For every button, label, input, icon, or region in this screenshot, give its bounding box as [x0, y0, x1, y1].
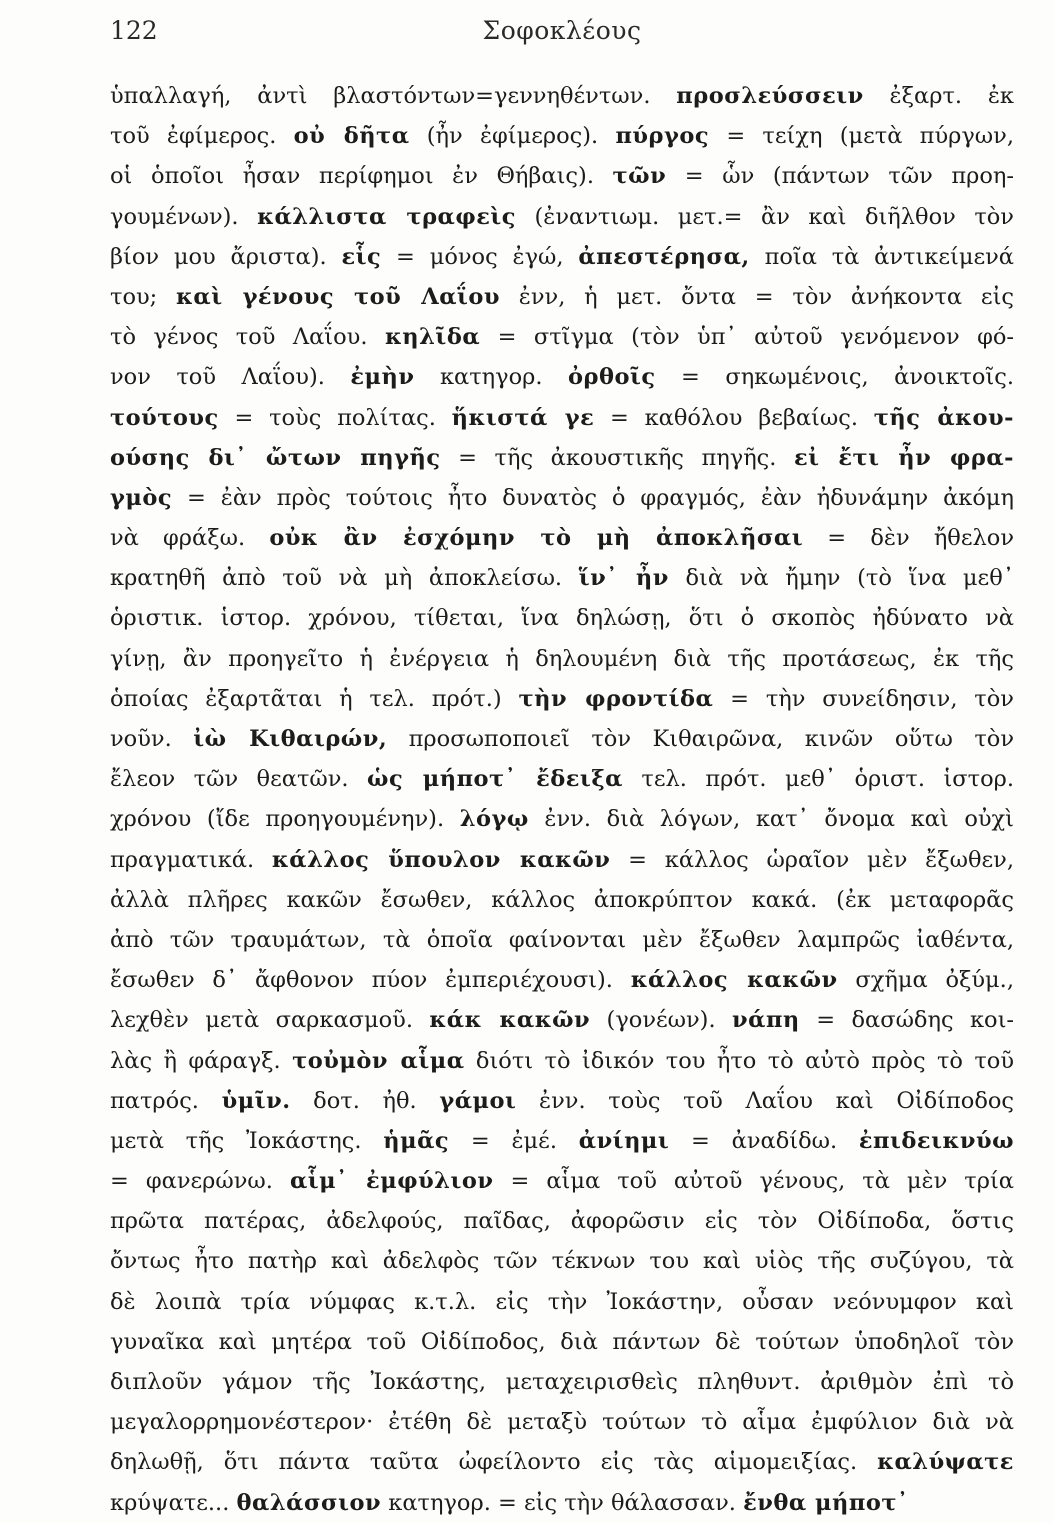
lemma-term: γμὸς	[110, 484, 173, 511]
text-line	[110, 598, 1014, 638]
text-line	[110, 920, 1014, 960]
text-line	[110, 518, 1014, 558]
lemma-term: τοὐμὸν αἷμα	[292, 1047, 465, 1074]
text-line	[110, 840, 1014, 880]
lemma-term: αἷμ᾽ ἐμφύλιον	[289, 1168, 494, 1195]
gloss-text: ἐνν. διὰ λόγων, κατ᾽ ὄνομα καὶ οὐχὶ	[528, 806, 1014, 833]
text-line	[110, 960, 1014, 1000]
text-line	[110, 1201, 1014, 1241]
gloss-text: κατηγορ.	[414, 364, 568, 391]
lemma-term: καλύψατε	[877, 1449, 1014, 1476]
gloss-text: = τείχη (μετὰ πύργων,	[709, 123, 1014, 150]
gloss-text: ἀλλὰ πλῆρες κακῶν ἔσωθεν, κάλλος ἀποκρύπτον κακά. (ἐκ μεταφορᾶς	[110, 886, 1014, 913]
text-line	[110, 478, 1014, 518]
gloss-text: (ἦν ἐφίμερος).	[409, 123, 616, 150]
page-header	[110, 14, 1014, 54]
lemma-term: θαλάσσιον	[236, 1489, 382, 1516]
gloss-text: τὸ γένος τοῦ Λαΐου.	[110, 324, 385, 351]
gloss-text: = μόνος ἐγώ,	[381, 243, 579, 270]
gloss-text: ποῖα τὰ ἀντικείμενά	[749, 243, 1014, 270]
lemma-term: ούσης δι᾽ ὤτων πηγῆς	[110, 444, 441, 471]
gloss-text: = τὴν συνείδησιν, τὸν	[713, 685, 1014, 712]
gloss-text: τοῦ ἐφίμερος.	[110, 123, 294, 150]
lemma-term: τῶν	[612, 163, 667, 190]
lemma-term: ἀπεστέρησα,	[578, 243, 750, 270]
gloss-text: = καθόλου βεβαίως.	[594, 404, 874, 431]
lemma-term: καὶ γένους τοῦ Λαΐου	[176, 283, 501, 310]
gloss-text: του;	[110, 283, 177, 310]
text-line	[110, 1322, 1014, 1362]
text-line	[110, 679, 1014, 719]
lemma-term: γάμοι	[439, 1087, 517, 1114]
text-line	[110, 1282, 1014, 1322]
gloss-text: χρόνου (ἴδε προηγουμένην).	[110, 806, 460, 833]
gloss-text: βίον μου ἄριστα).	[110, 243, 342, 270]
gloss-text: διὰ νὰ ἤμην (τὸ ἵνα μεθ᾽	[668, 565, 1014, 592]
text-line	[110, 719, 1014, 759]
text-line	[110, 759, 1014, 799]
text-line	[110, 1442, 1014, 1482]
gloss-text: = τοὺς πολίτας.	[218, 404, 452, 431]
text-line	[110, 277, 1014, 317]
gloss-text: ὁποίας ἐξαρτᾶται ἡ τελ. πρότ.)	[110, 685, 519, 712]
lemma-term: εἷς	[341, 243, 382, 270]
gloss-text: ὑπαλλαγή, ἀντὶ βλαστόντων=γεννηθέντων.	[110, 83, 677, 109]
text-line	[110, 799, 1014, 839]
gloss-text: = αἷμα τοῦ αὐτοῦ γένους, τὰ μὲν τρία	[493, 1168, 1014, 1195]
gloss-text: (γονέων).	[590, 1007, 733, 1034]
gloss-text: λεχθὲν μετὰ σαρκασμοῦ.	[110, 1007, 430, 1034]
lemma-term: ἵν᾽ ἦν	[578, 565, 669, 592]
gloss-text: (ἐναντιωμ. μετ.= ἂν καὶ διῆλθον τὸν	[515, 203, 1014, 230]
gloss-text: οἱ ὁποῖοι ἦσαν περίφημοι ἐν Θήβαις).	[110, 163, 613, 190]
gloss-text: δηλωθῇ, ὅτι πάντα ταῦτα ὠφείλοντο εἰς τὰς αἱμομειξίας.	[110, 1449, 878, 1476]
lemma-term: ἀνίημι	[578, 1127, 670, 1154]
text-line	[110, 76, 1014, 116]
lemma-term: κάκ κακῶν	[429, 1007, 591, 1034]
gloss-text: = ἀναδίδω.	[669, 1127, 859, 1154]
running-title: Σοφοκλέους	[482, 16, 642, 45]
gloss-text: νον τοῦ Λαΐου).	[110, 364, 351, 391]
text-line	[110, 880, 1014, 920]
lemma-term: ὑμῖν.	[221, 1087, 291, 1114]
gloss-text: κρύψατε...	[110, 1489, 237, 1516]
gloss-text: ἐνν. τοὺς τοῦ Λαΐου καὶ Οἰδίποδος	[516, 1087, 1015, 1114]
text-line	[110, 1081, 1014, 1121]
gloss-text: = δασώδης κοι-	[799, 1007, 1014, 1034]
text-line	[110, 1241, 1014, 1281]
lemma-term: προσλεύσσειν	[676, 83, 864, 109]
text-line	[110, 1362, 1014, 1402]
gloss-text: νοῦν.	[110, 726, 194, 752]
gloss-text: δοτ. ἠθ.	[290, 1087, 440, 1114]
lemma-term: λόγῳ	[459, 806, 529, 833]
gloss-text: γουμένων).	[110, 203, 258, 230]
gloss-text: μετὰ τῆς Ἰοκάστης.	[110, 1127, 384, 1154]
gloss-text: πραγματικά.	[110, 846, 272, 873]
lemma-term: ἰὼ Κιθαιρών,	[193, 726, 388, 752]
text-line	[110, 1402, 1014, 1442]
text-line	[110, 1161, 1014, 1201]
text-line	[110, 1000, 1014, 1040]
lemma-term: ἡμᾶς	[383, 1127, 450, 1154]
gloss-text: προσωποποιεῖ τὸν Κιθαιρῶνα, κινῶν οὕτω τὸν	[387, 726, 1014, 752]
gloss-text: ὁριστικ. ἱστορ. χρόνου, τίθεται, ἵνα δηλώσῃ, ὅτι ὁ σκοπὸς ἠδύνατο νὰ	[110, 605, 1014, 632]
lemma-term: οὐ δῆτα	[293, 123, 410, 150]
lemma-term: πύργος	[615, 123, 710, 150]
gloss-text: γυναῖκα καὶ μητέρα τοῦ Οἰδίποδος, διὰ πάντων δὲ τούτων ὑποδηλοῖ τὸν	[110, 1328, 1014, 1355]
gloss-text: = ἐμέ.	[449, 1127, 579, 1154]
text-line	[110, 237, 1014, 277]
gloss-text: γίνῃ, ἂν προηγεῖτο ἡ ἐνέργεια ἡ δηλουμένη διὰ τῆς προτάσεως, ἐκ τῆς	[110, 645, 1014, 672]
text-line	[110, 1041, 1014, 1081]
text-line	[110, 116, 1014, 156]
gloss-text: κρατηθῆ ἀπὸ τοῦ νὰ μὴ ἀποκλείσω.	[110, 565, 579, 592]
gloss-text: = φανερώνω.	[110, 1168, 290, 1195]
lemma-term: κάλλιστα τραφεὶς	[257, 203, 516, 230]
lemma-term: τούτους	[110, 404, 219, 431]
gloss-text: κατηγορ. = εἰς τὴν θάλασσαν.	[381, 1489, 744, 1516]
gloss-text: ἐνν, ἡ μετ. ὄντα = τὸν ἀνήκοντα εἰς	[500, 283, 1014, 310]
gloss-text: = κάλλος ὡραῖον μὲν ἔξωθεν,	[610, 846, 1014, 873]
gloss-text: ἀπὸ τῶν τραυμάτων, τὰ ὁποῖα φαίνονται μὲν ἔξωθεν λαμπρῶς ἰαθέντα,	[110, 926, 1014, 953]
gloss-text: σχῆμα ὀξύμ.,	[837, 967, 1014, 994]
lemma-term: ἔνθα μήποτ᾽	[743, 1489, 909, 1516]
gloss-text: = δὲν ἤθελον	[803, 525, 1014, 552]
gloss-text: πρῶτα πατέρας, ἀδελφούς, παῖδας, ἀφορῶσιν εἰς τὸν Οἰδίποδα, ὅστις	[110, 1208, 1014, 1235]
lemma-term: κάλλος ὕπουλον κακῶν	[271, 846, 611, 873]
text-line	[110, 357, 1014, 397]
lemma-term: ἐπιδεικνύω	[858, 1127, 1014, 1154]
lemma-term: οὐκ ἂν ἐσχόμην τὸ μὴ ἀποκλῆσαι	[269, 525, 804, 552]
gloss-text: ἔλεον τῶν θεατῶν.	[110, 766, 368, 793]
gloss-text: = τῆς ἀκουστικῆς πηγῆς.	[440, 444, 794, 471]
text-line	[110, 558, 1014, 598]
text-line	[110, 438, 1014, 478]
lemma-term: ὀρθοῖς	[567, 364, 656, 391]
lemma-term: κηλῖδα	[384, 324, 481, 351]
gloss-text: ὄντως ἦτο πατὴρ καὶ ἀδελφὸς τῶν τέκνων του καὶ υἱὸς τῆς συζύγου, τὰ	[110, 1248, 1014, 1275]
text-line	[110, 398, 1014, 438]
gloss-text: διότι τὸ ἰδικόν του ἦτο τὸ αὐτὸ πρὸς τὸ τοῦ	[464, 1047, 1015, 1074]
gloss-text: δὲ λοιπὰ τρία νύμφας κ.τ.λ. εἰς τὴν Ἰοκάστην, οὖσαν νεόνυμφον καὶ	[110, 1288, 1014, 1315]
lemma-term: ἐμὴν	[350, 364, 415, 391]
text-line	[110, 1483, 1014, 1523]
gloss-text: διπλοῦν γάμον τῆς Ἰοκάστης, μεταχειρισθεὶς πληθυντ. ἀριθμὸν ἐπὶ τὸ	[110, 1369, 1014, 1395]
lemma-term: εἰ ἔτι ἦν φρα-	[794, 444, 1014, 471]
text-line	[110, 317, 1014, 357]
gloss-text: = ὧν (πάντων τῶν προη-	[666, 163, 1015, 190]
gloss-text: = στῖγμα (τὸν ὑπ᾽ αὐτοῦ γενόμενον φό-	[480, 324, 1014, 351]
gloss-text: λὰς ἢ φάραγξ.	[110, 1047, 293, 1074]
gloss-text: τελ. πρότ. μεθ᾽ ὁριστ. ἱστορ.	[622, 766, 1015, 793]
text-line	[110, 197, 1014, 237]
gloss-text: πατρός.	[110, 1087, 222, 1114]
gloss-text: μεγαλορρημονέστερον· ἐτέθη δὲ μεταξὺ τούτων τὸ αἷμα ἐμφύλιον διὰ νὰ	[110, 1409, 1014, 1436]
gloss-text: = σηκωμένοις, ἀνοικτοῖς.	[655, 364, 1014, 391]
lemma-term: τῆς ἀκου-	[873, 404, 1014, 431]
gloss-text: ἔσωθεν δ᾽ ἄφθονον πύον ἐμπεριέχουσι).	[110, 967, 631, 994]
gloss-text: ἐξαρτ. ἐκ	[863, 83, 1014, 109]
page-number: 122	[110, 16, 158, 45]
text-line	[110, 639, 1014, 679]
lemma-term: τὴν φροντίδα	[518, 685, 714, 712]
lemma-term: ἥκιστά γε	[451, 404, 595, 431]
text-line	[110, 1121, 1014, 1161]
gloss-text: νὰ φράξω.	[110, 525, 270, 552]
lemma-term: κάλλος κακῶν	[630, 967, 838, 994]
text-line	[110, 156, 1014, 196]
lemma-term: ὡς μήποτ᾽ ἔδειξα	[367, 766, 623, 793]
commentary-text	[110, 76, 1014, 1523]
gloss-text: = ἐὰν πρὸς τούτοις ἦτο δυνατὸς ὁ φραγμός, ἐὰν ἠδυνάμην ἀκόμη	[172, 484, 1014, 511]
lemma-term: νάπη	[732, 1007, 800, 1034]
